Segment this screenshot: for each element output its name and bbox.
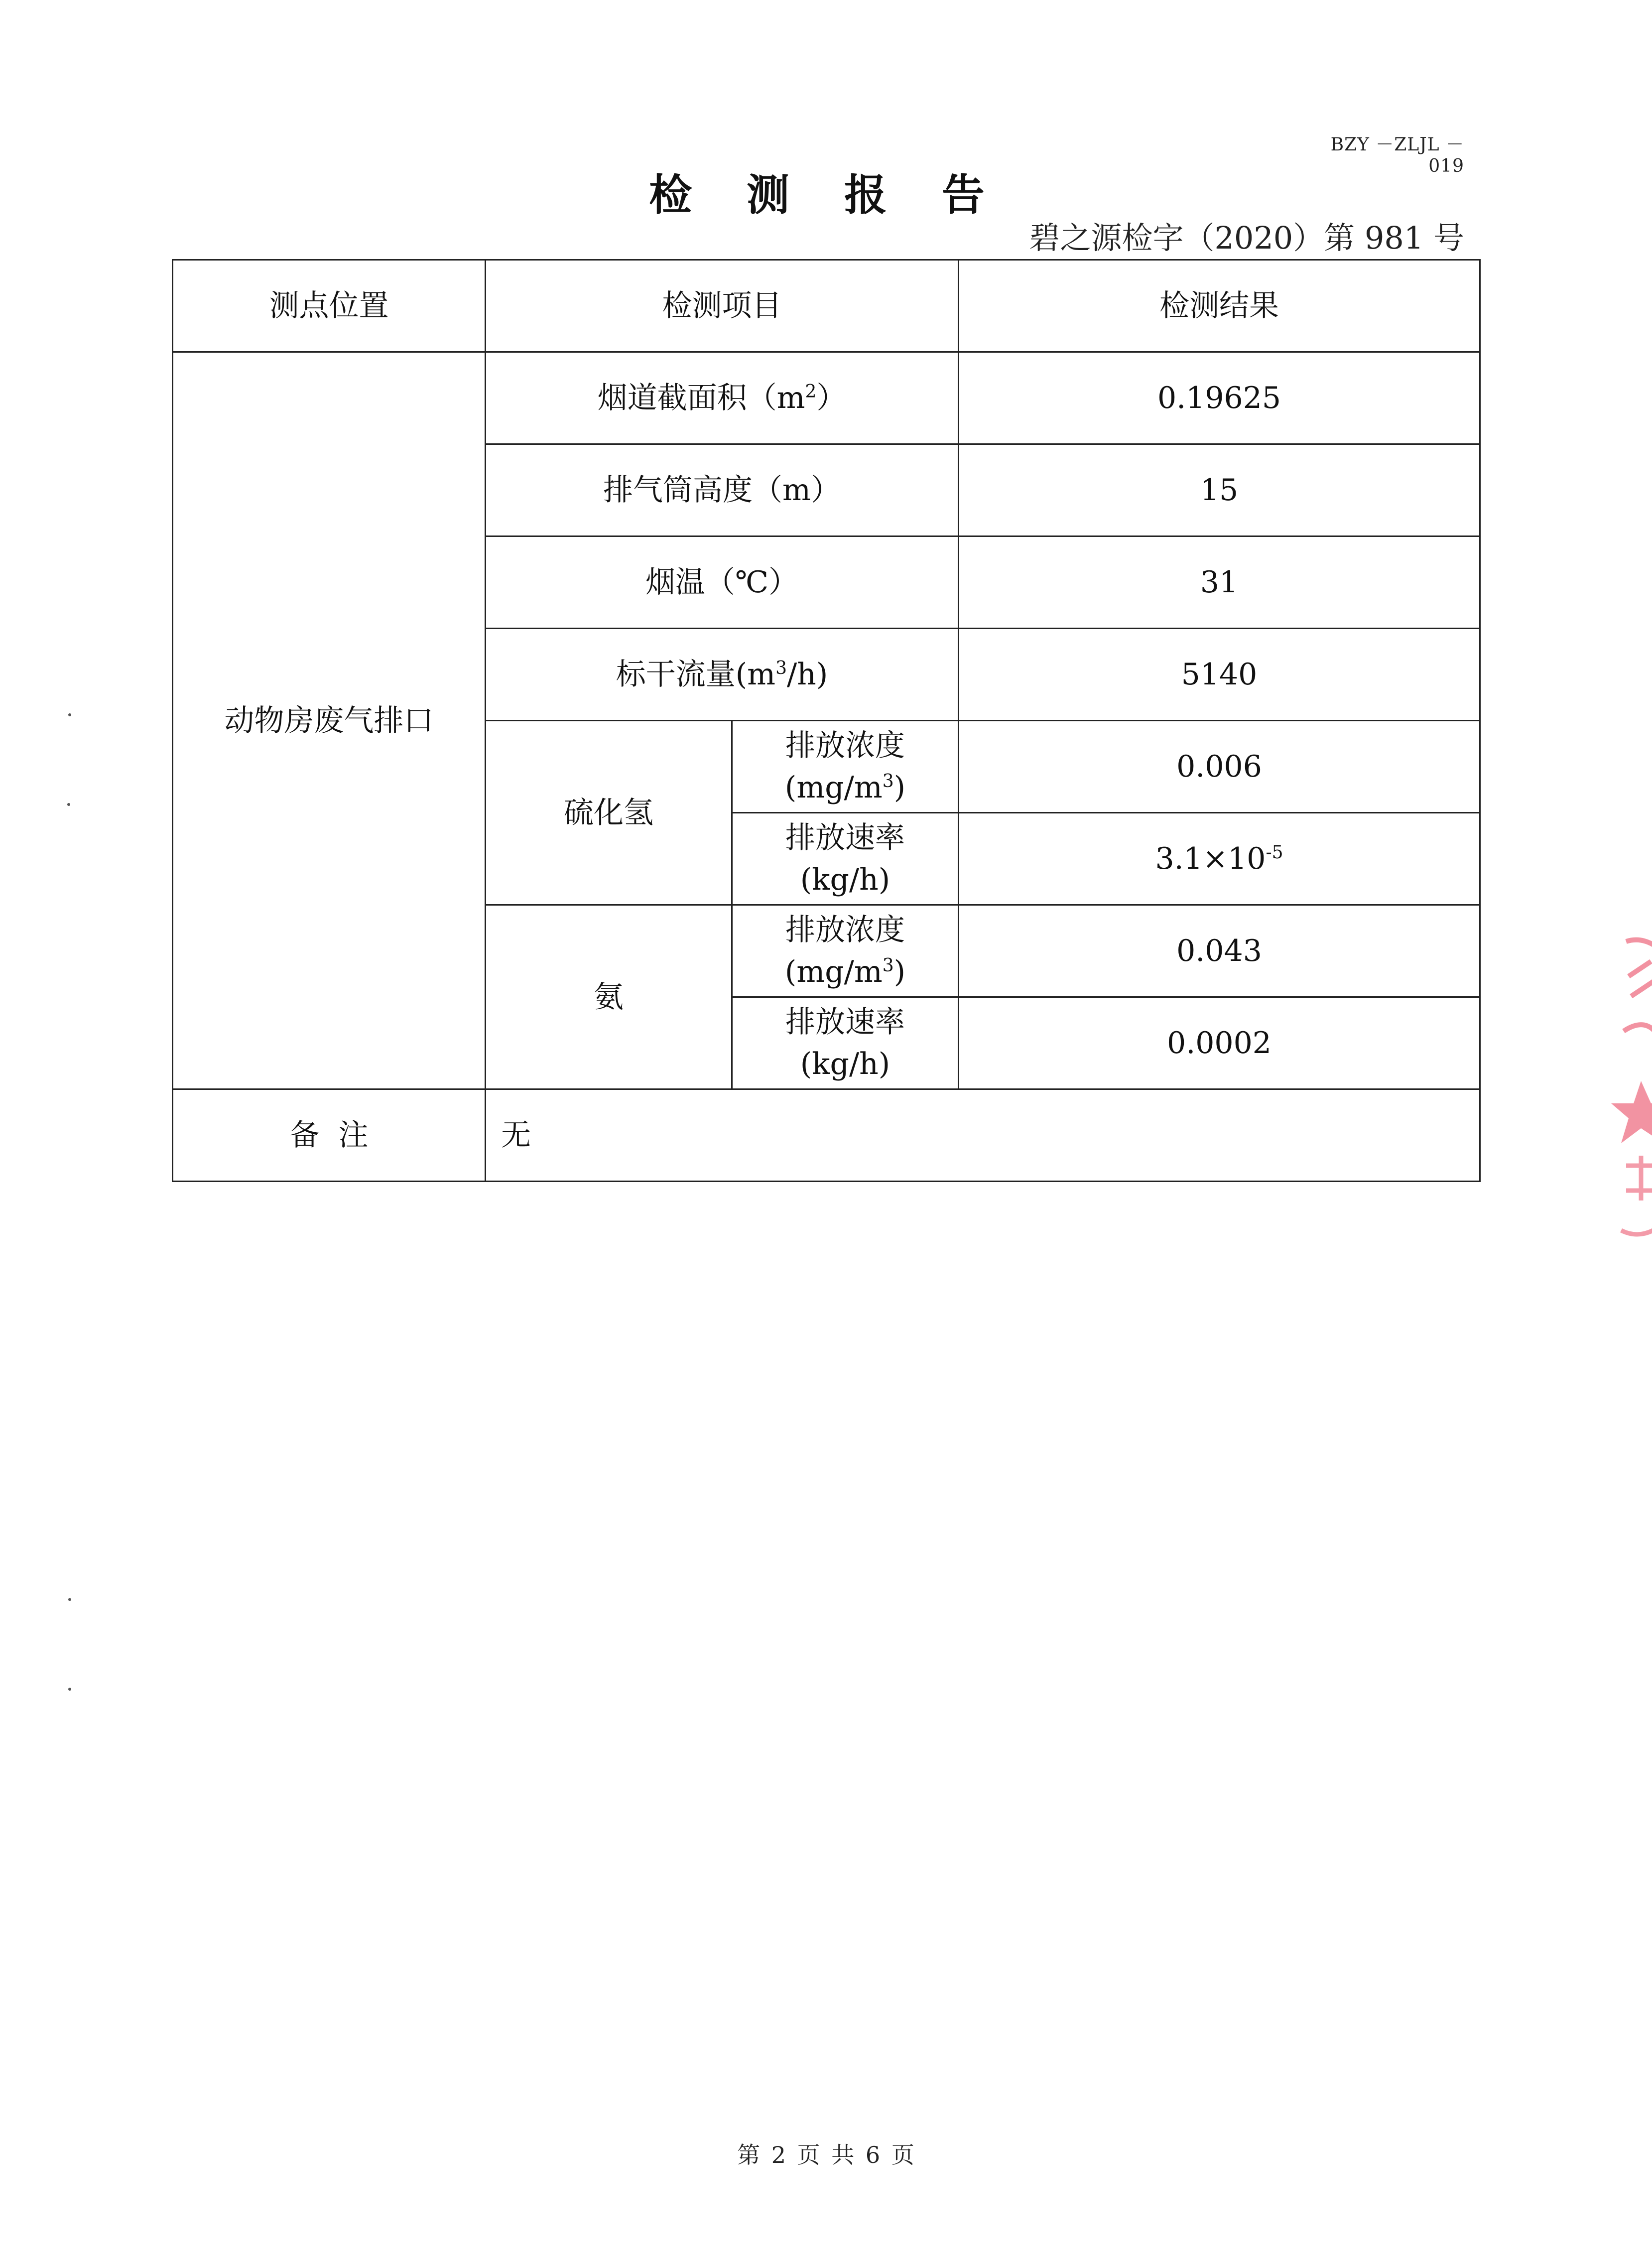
unit-close: )	[893, 770, 906, 805]
table-header-row	[173, 260, 1480, 352]
report-table	[172, 259, 1481, 1182]
item-flue-area-text: 烟道截面积（m	[597, 381, 805, 415]
official-seal	[1611, 932, 1652, 1250]
nh3-rate-label	[732, 997, 959, 1089]
header-result: 检测结果	[959, 260, 1480, 352]
report-number: 碧之源检字（2020）第 981 号	[1029, 220, 1464, 256]
result-flow-rate: 5140	[959, 629, 1480, 721]
nh3-rate-label-text: 排放速率	[785, 1005, 905, 1040]
document-title: 检 测 报 告	[649, 170, 1005, 220]
page-footer: 第 2 页 共 6 页	[737, 2141, 916, 2168]
scan-speck	[68, 1598, 71, 1601]
result-flue-area: 0.19625	[959, 352, 1480, 444]
item-flow-rate-close: /h)	[786, 657, 828, 692]
form-code: BZY －ZLJL －019	[1330, 134, 1464, 176]
item-flow-rate-text: 标干流量(m	[616, 657, 776, 692]
h2s-rate-label-text: 排放速率	[785, 820, 905, 855]
result-stack-height: 15	[959, 444, 1480, 536]
remarks-label: 备 注	[173, 1089, 486, 1182]
nh3-rate-unit: (kg/h)	[800, 1047, 890, 1081]
table-row-remarks	[173, 1089, 1480, 1182]
nh3-concentration-label-text: 排放浓度	[785, 913, 905, 947]
unit-close: )	[893, 954, 906, 989]
item-flow-rate	[486, 629, 959, 721]
unit-text: (mg/m	[784, 954, 883, 989]
remarks-value: 无	[486, 1089, 1480, 1182]
h2s-rate-value	[959, 813, 1480, 905]
unit-superscript: 2	[805, 382, 817, 402]
item-flue-area	[486, 352, 959, 444]
header-item: 检测项目	[486, 260, 959, 352]
h2s-rate-unit: (kg/h)	[800, 862, 890, 897]
scan-speck	[68, 713, 71, 716]
unit-superscript: 3	[882, 771, 894, 792]
scan-speck	[68, 1688, 71, 1691]
h2s-rate-value-base: 3.1×10	[1155, 841, 1266, 876]
pollutant-h2s: 硫化氢	[486, 721, 732, 905]
item-stack-height: 排气筒高度（m）	[486, 444, 959, 536]
nh3-concentration-label	[732, 905, 959, 997]
h2s-rate-label	[732, 813, 959, 905]
h2s-concentration-unit	[733, 767, 958, 808]
location-cell: 动物房废气排口	[173, 352, 486, 1089]
nh3-rate-value: 0.0002	[959, 997, 1480, 1089]
h2s-rate-value-exponent: -5	[1266, 842, 1283, 863]
unit-text: (mg/m	[784, 770, 883, 805]
item-flue-temp: 烟温（℃）	[486, 536, 959, 629]
h2s-concentration-label-text: 排放浓度	[785, 728, 905, 763]
scan-speck	[67, 803, 70, 806]
item-flue-area-close: ）	[816, 381, 847, 415]
unit-superscript: 3	[882, 955, 894, 976]
result-flue-temp: 31	[959, 536, 1480, 629]
h2s-concentration-label	[732, 721, 959, 813]
unit-superscript: 3	[775, 658, 787, 678]
pollutant-nh3: 氨	[486, 905, 732, 1089]
nh3-concentration-unit	[733, 951, 958, 993]
table-row-flue-area	[173, 352, 1480, 444]
header-location: 测点位置	[173, 260, 486, 352]
h2s-concentration-value: 0.006	[959, 721, 1480, 813]
nh3-concentration-value: 0.043	[959, 905, 1480, 997]
